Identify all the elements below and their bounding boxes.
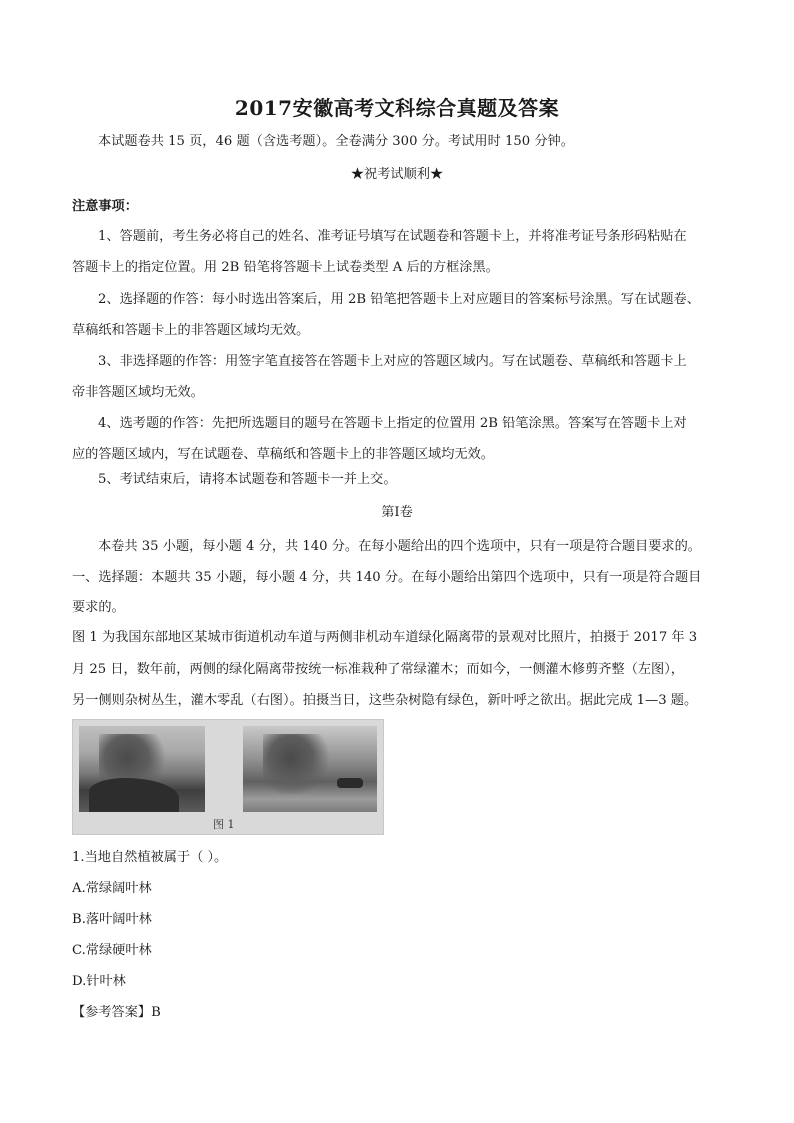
option-d: D.针叶林 xyxy=(72,974,126,989)
option-b: B.落叶阔叶林 xyxy=(72,912,152,927)
figure-caption: 图 1 xyxy=(213,818,235,831)
passage-line: 另一侧则杂树丛生，灌木零乱（右图）。拍摄当日，这些杂树隐有绿色，新叶呼之欲出。据此完成 1—3 题。 xyxy=(72,693,698,708)
tree-canopy xyxy=(263,734,333,794)
reference-answer: 【参考答案】B xyxy=(72,1005,161,1020)
notice-line: 帝非答题区域均无效。 xyxy=(72,385,204,400)
section-intro: 本卷共 35 小题，每小题 4 分，共 140 分。在每小题给出的四个选项中，只有一项是符合题目要求的。 xyxy=(98,539,701,554)
figure-1-photos xyxy=(72,719,384,835)
section-title: 第Ⅰ卷 xyxy=(381,505,413,520)
notice-line: 2、选择题的作答：每小时选出答案后，用 2B 铅笔把答题卡上对应题目的答案标号涂黑。写在试题卷、 xyxy=(98,292,700,307)
notice-line: 1、答题前，考生务必将自己的姓名、准考证号填写在试题卷和答题卡上，并将准考证号条形码粘贴在 xyxy=(98,229,687,244)
option-a: A.常绿阔叶林 xyxy=(72,881,152,896)
question-1: 1.当地自然植被属于（ ）。 xyxy=(72,850,228,865)
photo-trimmed-hedge xyxy=(79,726,205,812)
part-heading: 要求的。 xyxy=(72,600,125,615)
notice-line: 4、选考题的作答：先把所选题目的题号在答题卡上指定的位置用 2B 铅笔涂黑。答案写在答题卡上对 xyxy=(98,416,687,431)
passage-line: 图 1 为我国东部地区某城市街道机动车道与两侧非机动车道绿化隔离带的景观对比照片，拍摄于 2017 年 3 xyxy=(72,630,698,645)
notice-line: 应的答题区域内，写在试题卷、草稿纸和答题卡上的非答题区域均无效。 xyxy=(72,447,494,462)
notice-line: 答题卡上的指定位置。用 2B 铅笔将答题卡上试卷类型 A 后的方框涂黑。 xyxy=(72,260,499,275)
notice-line: 5、考试结束后，请将本试题卷和答题卡一并上交。 xyxy=(98,472,397,487)
notice-heading: 注意事项： xyxy=(72,199,138,214)
part-heading: 一、选择题：本题共 35 小题，每小题 4 分，共 140 分。在每小题给出第四个选项中，只有一项是符合题目 xyxy=(72,570,702,585)
page-title: 2017安徽高考文科综合真题及答案 xyxy=(234,96,560,120)
notice-line: 草稿纸和答题卡上的非答题区域均无效。 xyxy=(72,323,310,338)
notice-line: 3、非选择题的作答：用签字笔直接答在答题卡上对应的答题区域内。写在试题卷、草稿纸和答题卡上 xyxy=(98,354,687,369)
passage-line: 月 25 日，数年前，两侧的绿化隔离带按统一标准栽种了常绿灌木；而如今，一侧灌木修剪齐整（左图）， xyxy=(72,662,684,677)
option-c: C.常绿硬叶林 xyxy=(72,943,152,958)
wish-line: ★祝考试顺利★ xyxy=(350,167,444,182)
parked-car xyxy=(337,778,363,788)
exam-intro: 本试题卷共 15 页，46 题（含选考题）。全卷满分 300 分。考试用时 150 分钟。 xyxy=(98,134,574,149)
photo-overgrown-hedge xyxy=(243,726,377,812)
